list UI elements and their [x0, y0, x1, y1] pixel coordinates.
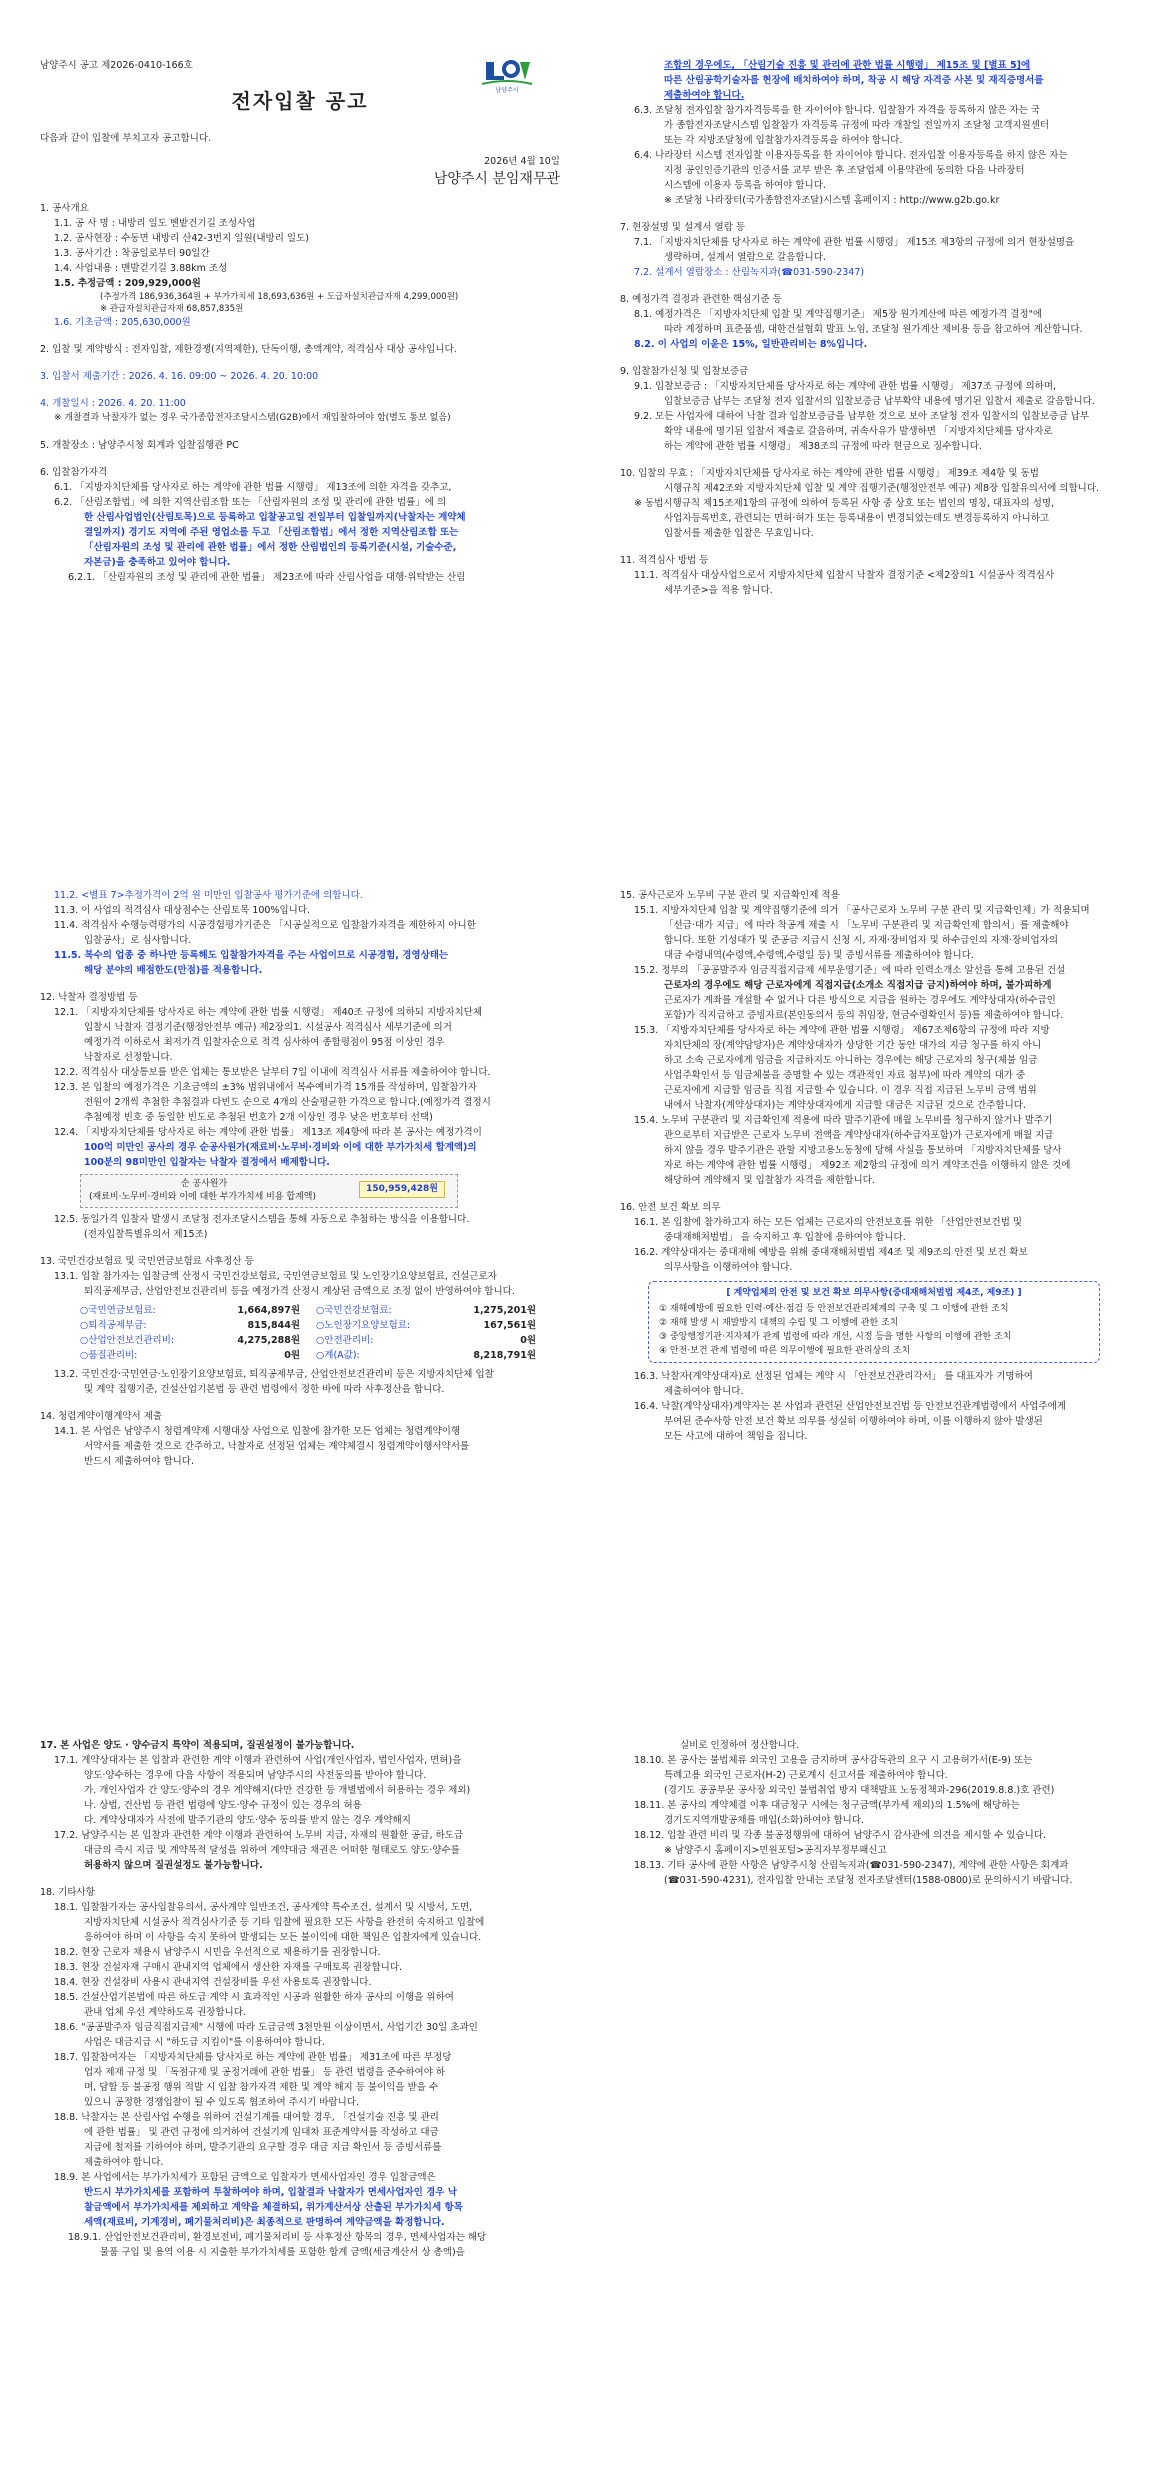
- page1-right-column: [620, 58, 1130, 598]
- list-item-cont: 반드시 제출하여야 합니다.: [84, 1456, 195, 1467]
- list-item-cont: 며, 담합 등 불공정 행위 적발 시 입찰 참가자격 제한 및 계약 해지 등 불이익을 받을 수: [84, 2082, 439, 2093]
- section-text: 2. 입찰 및 계약방식 : 전자입찰, 제한경쟁(지역제한), 단독이행, 총액계약, 적격심사 대상 공사입니다.: [40, 344, 457, 355]
- list-item: 1.4. 사업내용 : 맨발걷기길 3.88km 조성: [54, 263, 228, 274]
- list-item: 16.2. 계약상대자는 중대재해 예방을 위해 중대재해처벌법 제4조 및 제9조의 안전 및 보건 확보: [634, 1247, 1028, 1258]
- amount-note: ※ 관급자설치관급자재 68,857,835원: [100, 304, 244, 314]
- list-item-cont: 업자 제재 규정 및 「독점규제 및 공정거래에 관한 법률」 등 관련 법령을 준수하여야 하: [84, 2067, 446, 2078]
- list-item: 18.11. 본 공사의 계약체결 이후 대금청구 시에는 청구금액(부가세 제외)의 1.5%에 해당하는: [634, 1800, 1020, 1811]
- list-item: 12.3. 본 입찰의 예정가격은 기초금액의 ±3% 범위내에서 복수예비가격 15개를 작성하며, 입찰참가자: [54, 1082, 477, 1093]
- section-title: 12. 낙찰자 결정방법 등: [40, 992, 138, 1003]
- list-item-cont: 대금 수령내역(수령액,수령액,수령일 등) 및 증빙서류를 제출하여야 합니다.: [664, 950, 974, 961]
- list-item-cont: 응하여야 하며 이 사항을 숙지 못하여 발생되는 모든 불이익에 대한 책임은 입찰자에게 있습니다.: [84, 1932, 482, 1943]
- list-item: 6.4. 나라장터 시스템 전자입찰 이용자등록을 한 자이어야 합니다. 전자입찰 이용자등록을 하지 않은 자는: [634, 150, 1068, 161]
- amount-breakdown: (추정가격 186,936,364원 + 부가가치세 18,693,636원 + 도급자설치관급자재 4,299,000원): [100, 292, 459, 302]
- section-title: 13. 국민건강보험료 및 국민연금보험료 사후정산 등: [40, 1256, 254, 1267]
- list-item-cont: 관내 업체 우선 계약하도록 권장합니다.: [84, 2007, 246, 2018]
- list-item: 18.8. 낙찰자는 본 산림사업 수행을 위하여 건설기계를 대여할 경우, 「건설기술 진흥 및 관리: [54, 2112, 439, 2123]
- sub-item: 가. 개인사업자 간 양도·양수의 경우 계약해지(다만 건강한 등 개별법에서 허용하는 경우 제외): [84, 1785, 471, 1796]
- list-item-cont: 지급에 철저를 기하여야 하며, 발주기관의 요구할 경우 대금 지급 확인서 등 증빙서류를: [84, 2142, 442, 2153]
- note: ※ 개찰결과 낙찰자가 없는 경우 국가종합전자조달시스템(G2B)에서 재입찰하여야 함(별도 통보 없음): [54, 413, 451, 423]
- list-item-cont: 결일까지) 경기도 지역에 주된 영업소를 두고 「산림조합법」에서 정한 지역산림조합 또는: [84, 527, 459, 538]
- list-item: 1.3. 공사기간 : 착공일로부터 90일간: [54, 248, 210, 259]
- list-item: 18.10. 본 공사는 불법체류 외국인 고용을 금지하며 공사감독관의 요구 시 고용허가서(E-9) 또는: [634, 1755, 1033, 1766]
- note: ※ 조달청 나라장터(국가종합전자조달)시스템 홈페이지 : http://www.g2b.go.kr: [664, 195, 1000, 206]
- list-item-cont: 대금의 즉시 지급 및 계약목적 달성을 위하여 계약대금 채권은 어떠한 형태로도 양도·양수를: [84, 1845, 460, 1856]
- list-item: 18.2. 현장 근로자 채용시 남양주시 시민을 우선적으로 채용하기를 권장합니다.: [54, 1947, 381, 1958]
- list-item: 11.4. 적격심사 수행능력평가의 시공경험평가기준은 「시공실적으로 입찰참가자격을 제한하지 아니한: [54, 920, 476, 931]
- list-item: 9.2. 모든 사업자에 대하여 낙찰 결과 입찰보증금을 납부한 것으로 보아 조달청 전자 입찰서의 입찰보증금 납부: [634, 411, 1090, 422]
- list-item: 6.3. 조달청 전자입찰 참가자격등록을 한 자이어야 합니다. 입찰참가 자격을 등록하지 않은 자는 국: [634, 105, 1041, 116]
- section-title: 1. 공사개요: [40, 203, 89, 214]
- notice-date: 2026년 4월 10일: [484, 156, 560, 167]
- list-item-cont: 경기도지역개발공채를 매입(소화)하여야 합니다.: [664, 1815, 865, 1826]
- list-item-cont: (전자입찰특별유의서 제15조): [84, 1229, 208, 1240]
- list-item-cont: 사업주확인서 등 임금체불을 증명할 수 있는 객관적인 자료 첨부)에 따라 계약의 대가 중: [664, 1070, 1026, 1081]
- list-item-cont: 예정가격 이하로서 최저가격 입찰자순으로 적격 심사하여 종합평점이 95점 이상인 경우: [84, 1037, 445, 1048]
- list-item-cont: 따라 계정하며 표준품셈, 대한건설협회 발표 노임, 조달청 원가계산 제비용 등을 참고하여 계산합니다.: [664, 324, 1083, 335]
- box-label: 순 공사원가: [180, 1179, 228, 1189]
- doc-number: 남양주시 공고 제2026-0410-166호: [40, 60, 193, 71]
- opening-datetime: 4. 개찰일시 : 2026. 4. 20. 11:00: [40, 398, 186, 409]
- list-item-cont: 중대재해처벌법」 을 숙지하고 후 입찰에 응하여야 합니다.: [664, 1232, 906, 1243]
- safety-box-title: [ 계약업체의 안전 및 보건 확보 의무사항(중대재해처벌법 제4조, 제9조) ]: [726, 1288, 1022, 1298]
- list-item: 15.4. 노무비 구분관리 및 지급확인제 적용에 따라 발주기관에 매월 노무비를 청구하지 않거나 발주기: [634, 1115, 1053, 1126]
- insurance-item: ○산업안전보건관리비: 4,275,288원: [80, 1335, 300, 1346]
- list-item: 14.1. 본 사업은 남양주시 청렴계약제 시행대상 사업으로 입찰에 참가한 모든 업체는 청렴계약이행: [54, 1426, 461, 1437]
- list-item-cont: 서약서를 제출한 것으로 간주하고, 낙찰자로 선정된 업체는 계약체결시 청렴계약이행서약서를: [84, 1441, 470, 1452]
- list-item: 17.1. 계약상대자는 본 입찰과 관련한 계약 이행과 관련하여 사업(개인사업자, 법인사업자, 면허)을: [54, 1755, 462, 1766]
- sub-item: 18.9.1. 산업안전보건관리비, 환경보전비, 폐기물처리비 등 사후정산 항목의 경우, 면세사업자는 해당: [68, 2232, 487, 2243]
- safety-item: ③ 중앙행정기관·지자체가 관계 법령에 따라 개선, 시정 등을 명한 사항의 이행에 관한 조치: [659, 1332, 1012, 1342]
- section-title: 15. 공사근로자 노무비 구분 관리 및 지급확인제 적용: [620, 890, 840, 901]
- list-item-cont: 한 산림사업법인(산림토목)으로 등록하고 입찰공고일 전일부터 입찰일까지(낙찰자는 계약체: [84, 512, 466, 523]
- list-item-cont: 허용하지 않으며 질권설정도 불가능합니다.: [84, 1860, 263, 1871]
- list-item-cont: 하고 소속 근로자에게 임금을 지급하지도 아니하는 경우에는 해당 근로자의 청구(체불 임금: [664, 1055, 1038, 1066]
- list-item-cont: 해당 분야의 배점한도(만점)를 적용합니다.: [84, 965, 263, 976]
- insurance-item: ○안전관리비: 0원: [316, 1335, 536, 1346]
- safety-obligations-box: [648, 1281, 1100, 1363]
- list-item: 15.2. 정부의 「공공발주자 임금직접지급제 세부운영기준」에 따라 인력소개소 알선을 통해 고용된 건설: [634, 965, 1066, 976]
- safety-item: ④ 안전·보건 관계 법령에 따른 의무이행에 필요한 관리상의 조치: [659, 1346, 911, 1356]
- svg-text:남양주시: 남양주시: [495, 87, 519, 94]
- insurance-item: ○퇴직공제부금: 815,844원: [80, 1320, 300, 1331]
- list-item: 8.2. 이 사업의 이윤은 15%, 일반관리비는 8%입니다.: [634, 339, 868, 350]
- list-item: 13.2. 국민건강·국민연금·노인장기요양보험료, 퇴직공제부금, 산업안전보건관리비 등은 지방자치단체 입찰: [54, 1369, 494, 1380]
- list-item: 12.1. 「지방자치단체를 당사자로 하는 계약에 관한 법률 시행령」 제40조 규정에 의하되 지방자치단체: [54, 1007, 483, 1018]
- list-item-cont: 세액(재료비, 기계경비, 폐기물처리비)은 최종적으로 판명하여 계약금액을 확정합니다.: [84, 2217, 445, 2228]
- list-item: 18.7. 입찰참여자는 「지방자치단체를 당사자로 하는 계약에 관한 법률」 제31조에 따른 부정당: [54, 2052, 452, 2063]
- list-item: 11.5. 복수의 업종 중 하나만 등록해도 입찰참가자격을 주는 사업이므로 시공경험, 경영상태는: [54, 950, 449, 961]
- list-item-cont: 찰금액에서 부가가치세를 제외하고 계약을 체결하되, 위가계산서상 산출된 부가가치세 항목: [84, 2202, 463, 2213]
- section-title: 9. 입찰참가신청 및 입찰보증금: [620, 366, 749, 377]
- section-title: 8. 예정가격 결정과 관련한 핵심기준 등: [620, 294, 782, 305]
- list-item-cont: 따른 산림공학기술자를 현장에 배치하여야 하며, 착공 시 해당 자격증 사본 및 재직증명서를: [664, 75, 1044, 86]
- list-item-cont: 생략하며, 설계서 열람으로 갈음합니다.: [664, 252, 826, 263]
- list-item-cont: (☎031-590-4231), 전자입찰 안내는 조달청 전자조달센터(1588-0800)로 문의하시기 바랍니다.: [664, 1875, 1073, 1886]
- list-item-cont: 시행규칙 제42조와 지방자치단체 입찰 및 계약 집행기준(행정안전부 예규) 제8장 입찰유의서에 의합니다.: [664, 483, 1100, 494]
- list-item: 7.1. 「지방자치단체를 당사자로 하는 계약에 관한 법률 시행령」 제15조 제3항의 규정에 의거 현장설명을: [634, 237, 1075, 248]
- list-item-cont: 또는 각 지방조달청에 입찰참가자격등록을 하여야 합니다.: [664, 135, 903, 146]
- page1-left-column: [40, 58, 560, 585]
- note-cont: 입찰서를 제출한 입찰은 무효입니다.: [664, 528, 814, 539]
- page2-right-column: [620, 888, 1130, 1444]
- list-item-cont: 세부기준>을 적용 합니다.: [664, 585, 773, 596]
- list-item: 8.1. 예정가격은 「지방자치단체 입찰 및 계약집행기준」 제5장 원가계산에 따른 예정가격 결정"에: [634, 309, 1043, 320]
- issuing-org: 남양주시 분임재무관: [433, 171, 560, 187]
- list-item-cont: 제출하여야 합니다.: [84, 2157, 164, 2168]
- list-item-cont: 지정 공인인증기관의 인증서를 교부 받은 후 조달업체 이용약관에 동의한 다음 나라장터: [664, 165, 1025, 176]
- page2-left-column: [40, 888, 560, 1469]
- insurance-total: ○계(A값): 8,218,791원: [316, 1350, 536, 1361]
- list-item: 6.2. 「산림조합법」에 의한 지역산림조합 또는 「산림자원의 조성 및 관리에 관한 법률」에 의: [54, 497, 447, 508]
- list-item-cont: 시스템에 이용자 등록을 하여야 합니다.: [664, 180, 826, 191]
- list-item: 7.2. 설계서 열람장소 : 산림녹지과(☎031-590-2347): [634, 267, 865, 278]
- list-item-cont: 관으로부터 지급받은 근로자 노무비 전액을 계약상대자(하수급자포함)가 근로자에게 매월 지급: [664, 1130, 1054, 1141]
- list-item-cont: 자치단체의 장(계약담당자)은 계약상대자가 상당한 기간 동안 대가의 지급 청구를 하지 아니: [664, 1040, 1042, 1051]
- page-3: [0, 1710, 1168, 2478]
- list-item-cont: 「선급·대가 지급」에 따라 착공계 제출 시 「노무비 구분관리 및 지급확인제 합의서」를 제출해야: [664, 920, 1069, 931]
- list-item-cont: 지방자치단체 시설공사 적격심사기준 등 기타 입찰에 필요한 모든 사항을 완전히 숙지하고 입찰에: [84, 1917, 485, 1928]
- sub-item: 다. 계약상대자가 사전에 발주기관의 양도·양수 동의를 받지 않는 경우 계약해지: [84, 1815, 411, 1826]
- section-title: 17. 본 사업은 양도 · 양수금지 특약이 적용되며, 질권설정이 불가능합니다.: [40, 1740, 355, 1751]
- page3-right-column: [620, 1738, 1130, 1888]
- page3-left-column: [40, 1738, 560, 2260]
- list-item: 18.4. 현장 건설장비 사용시 관내지역 건설장비를 우선 사용토록 권장합니다.: [54, 1977, 372, 1988]
- note-cont: 사업자등록번호, 관련되는 면허·허가 또는 등록내용이 변경되었는데도 변경등록하지 아니하고: [664, 513, 1050, 524]
- list-item: 12.2. 적격심사 대상통보를 받은 업체는 통보받은 날부터 7일 이내에 적격심사 서류를 제출하여야 합니다.: [54, 1067, 491, 1078]
- list-item-cont: 확약 내용에 명기된 입찰서 제출로 갈음하며, 귀속사유가 발생하면 「지방자치단체를 당사자로: [664, 426, 1053, 437]
- safety-item: ② 재해 발생 시 재발방지 대책의 수립 및 그 이행에 관한 조치: [659, 1318, 899, 1328]
- list-item: 18.3. 현장 건설자재 구매시 관내지역 업체에서 생산한 자재를 구매토록 권장합니다.: [54, 1962, 403, 1973]
- list-item-cont: 퇴직공제부금, 산업안전보건관리비 등을 예정가격 산정시 계상된 금액으로 조정 없이 반영하여야 합니다.: [84, 1286, 515, 1297]
- list-item-cont: 사업은 대금지급 시 "하도급 지킴이"를 이용하여야 합니다.: [84, 2037, 325, 2048]
- list-item: 18.6. "공공발주자 임금직접지급제" 시행에 따라 도급금액 3천만원 이상이면서, 사업기간 30일 초과인: [54, 2022, 478, 2033]
- list-item: 1.2. 공사현장 : 수동면 내방리 산42-3번지 일원(내방리 일도): [54, 233, 309, 244]
- base-amount: 1.6. 기초금액 : 205,630,000원: [54, 317, 191, 328]
- list-item: 9.1. 입찰보증금 : 「지방자치단체를 당사자로 하는 계약에 관한 법률 시행령」 제37조 규정에 의하며,: [634, 381, 1057, 392]
- section-text: 5. 개찰장소 : 남양주시청 회계과 입찰집행관 PC: [40, 440, 239, 451]
- sub-item: 나. 상법, 건산법 등 관련 법령에 양도·양수 규정이 있는 경우의 허용: [84, 1800, 362, 1811]
- list-item: 1.1. 공 사 명 : 내방리 일도 벤밭건기길 조성사업: [54, 218, 256, 229]
- list-item-cont: 의무사항을 이행하여야 합니다.: [664, 1262, 793, 1273]
- list-item-cont: 조합의 경우에도, 「산림기술 진흥 및 관리에 관한 법률 시행령」 제15조 및 [별표 5]에: [664, 60, 1031, 71]
- estimated-amount: 1.5. 추정금액 : 209,929,000원: [54, 278, 201, 289]
- list-item-cont: 100분의 98미만인 입찰자는 낙찰자 결정에서 배제합니다.: [84, 1157, 330, 1168]
- list-item-cont: 100억 미만인 공사의 경우 순공사원가(재료비·노무비·경비와 이에 대한 부가가치세 합계액)의: [84, 1142, 477, 1153]
- net-cost-box: [80, 1174, 458, 1208]
- submission-period: 3. 입찰서 제출기간 : 2026. 4. 16. 09:00 ~ 2026. 4. 20. 10:00: [40, 371, 319, 382]
- list-item-cont: 내에서 낙찰자(계약상대자)는 계약상대자에게 지급할 대금은 지급된 것으로 간주합니다.: [664, 1100, 1026, 1111]
- list-item: 16.4. 낙찰(계약상대자)계약자는 본 사업과 관련된 산업안전보건법 등 안전보건관계법령에서 사업주에게: [634, 1401, 1067, 1412]
- list-item: 16.1. 본 입찰에 참가하고자 하는 모든 업체는 근로자의 안전보호를 위한 「산업안전보건법 및: [634, 1217, 1023, 1228]
- insurance-table: [80, 1303, 560, 1363]
- intro: 다음과 같이 입찰에 부치고자 공고합니다.: [40, 133, 212, 144]
- list-item-cont: 하지 않을 경우 발주기관은 관할 지방고용노동청에 당해 사실을 통보하며 「지방자치단체를 당사: [664, 1145, 1062, 1156]
- list-item-cont: 전원이 2개씩 추첨한 추첨결과 다빈도 순으로 4개의 산술평균한 가격으로 합니다.(예정가격 결정시: [84, 1097, 491, 1108]
- list-item: 18.9. 본 사업에서는 부가가치세가 포함된 금액으로 입찰자가 면세사업자인 경우 입찰금액은: [54, 2172, 436, 2183]
- section-title: 16. 안전 보건 확보 의무: [620, 1202, 721, 1213]
- list-item-cont: 낙찰자로 선정합니다.: [84, 1052, 173, 1063]
- list-item-cont: 해당하여 계약해지 및 입찰참가 자격을 제한합니다.: [664, 1175, 875, 1186]
- list-item-cont: 부여된 준수사항 안전 보건 확보 의무를 성실히 이행하여야 하며, 이를 이행하지 않아 발생된: [664, 1416, 1043, 1427]
- list-item: 6.1. 「지방자치단체를 당사자로 하는 계약에 관한 법률 시행령」 제13조에 의한 자격을 갖추고,: [54, 482, 452, 493]
- list-item-cont: 양도·양수하는 경우에 다음 사항이 적용되며 남양주시의 사전동의를 받아야 합니다.: [84, 1770, 427, 1781]
- note: ※ 동법시행규칙 제15조제1항의 규정에 의하여 등록된 사항 중 상호 또는 법인의 명칭, 대표자의 성명,: [634, 498, 1055, 509]
- list-item: 17.2. 남양주시는 본 입찰과 관련한 계약 이행과 관련하여 노무비 지급, 자재의 원활한 공급, 하도급: [54, 1830, 464, 1841]
- insurance-item: ○품질관리비: 0원: [80, 1350, 300, 1361]
- list-item-cont: (경기도 공공부문 공사장 외국인 불법취업 방지 대책발표 노동정책과-296(2019.8.8.)호 관련): [664, 1785, 1055, 1796]
- list-item-cont: 「산림자원의 조성 및 관리에 관한 법률」에서 정한 산림법인의 등록기준(시설, 기술수준,: [84, 542, 457, 553]
- section-title: 6. 입찰참가자격: [40, 467, 108, 478]
- list-item-cont: 특례고용 외국인 근로자(H-2) 근로계시 신고서를 제출하여야 합니다.: [664, 1770, 948, 1781]
- sub-item-cont: 물품 구입 및 용역 이용 시 지출한 부가가치세를 포함한 합계 금액(세금계산서 상 총액)을: [100, 2247, 465, 2258]
- list-item: 18.5. 건설산업기본법에 따른 하도급 계약 시 효과적인 시공과 원활한 하자 공사의 이행을 위하여: [54, 1992, 454, 2003]
- sub-item-cont: 실비로 인정하여 정산합니다.: [680, 1740, 800, 1751]
- list-item-cont: 제출하여야 합니다.: [664, 90, 745, 101]
- list-item-cont: 반드시 부가가치세를 포함하여 투찰하여야 하며, 입찰결과 낙찰자가 면세사업자인 경우 낙: [84, 2187, 457, 2198]
- list-item-cont: 추첨예정 빈호 중 동일한 빈도로 추첨된 번호가 2개 이상인 경우 낮은 번호부터 선택): [84, 1112, 433, 1123]
- list-item-cont: 근로자에게 지급할 임금을 직접 지급할 수 있습니다. 이 경우 직접 지급된 노무비 금액 범위: [664, 1085, 1037, 1096]
- list-item-cont: 모든 사고에 대하여 책임을 집니다.: [664, 1431, 808, 1442]
- insurance-item: ○노인장기요양보험료: 167,561원: [316, 1320, 536, 1331]
- section-text: 10. 입찰의 무효 : 「지방자치단체를 당사자로 하는 계약에 관한 법률 시행령」 제39조 제4항 및 동법: [620, 468, 1039, 479]
- list-item: 18.12. 입찰 관련 비리 및 각종 불공정행위에 대하여 남양주시 감사관에 의견을 제시할 수 있습니다.: [634, 1830, 1047, 1841]
- list-item-cont: 있으니 공정한 경쟁입찰이 될 수 있도록 협조하여 주시기 바랍니다.: [84, 2097, 359, 2108]
- list-item-cont: 입찰시 낙찰자 결정기준(행정안전부 예규) 제2장의1. 시설공사 적격심사 세부기준에 의거: [84, 1022, 452, 1033]
- list-item-cont: 에 관한 법률」 및 관련 규정에 의거하여 건설기계 임대차 표준계약서를 작성하고 대금: [84, 2127, 439, 2138]
- list-item-cont: 가 종합전자조달시스템 입찰참가 자격등록 규정에 따라 개찰일 전일까지 조달청 고객지원센터: [664, 120, 1050, 131]
- section-title: 18. 기타사항: [40, 1887, 95, 1898]
- list-item: 16.3. 낙찰자(계약상대자)로 선정된 업체는 계약 시 「안전보건관리각서」 를 대표자가 기명하여: [634, 1371, 1033, 1382]
- list-item: 13.1. 입찰 참가자는 입찰금액 산정시 국민건강보험료, 국민연금보험료 및 노인장기요양보험료, 건설근로자: [54, 1271, 497, 1282]
- section-title: 7. 현장설명 및 설계서 열람 등: [620, 222, 746, 233]
- list-item-cont: 입찰공사」로 심사합니다.: [84, 935, 192, 946]
- list-item: 6.2.1. 「산림자원의 조성 및 관리에 관한 법률」 제23조에 따라 산림사업을 대행·위탁받는 산림: [68, 572, 466, 583]
- note: ※ 남양주시 홈페이지>민원포털>공직자부정부패신고: [664, 1845, 887, 1856]
- list-item-cont: 및 계약 집행기준, 건설산업기본법 등 관련 법령에서 정한 바에 따라 사후정산을 합니다.: [84, 1384, 445, 1395]
- list-item-cont: 근로자가 계좌를 개설할 수 없거나 다른 방식으로 지급을 원하는 경우에도 계약상대자(하수급인: [664, 995, 1056, 1006]
- list-item: 12.4. 「지방자치단체를 당사자로 하는 계약에 관한 법률」 제13조 제4항에 따라 본 공사는 예정가격이: [54, 1127, 482, 1138]
- list-item: 18.1. 입찰참가자는 공사입찰유의서, 공사계약 일반조건, 공사계약 특수조건, 설계서 및 시방서, 도면,: [54, 1902, 473, 1913]
- section-title: 11. 적격심사 방법 등: [620, 555, 709, 566]
- box-sublabel: (재료비·노무비·경비와 이에 대한 부가가치세 비용 합계액): [89, 1192, 317, 1202]
- insurance-item: ○국민건강보험료: 1,275,201원: [316, 1305, 536, 1316]
- list-item: 11.3. 이 사업의 적격심사 대상점수는 산림토목 100%입니다.: [54, 905, 311, 916]
- list-item: 18.13. 기타 공사에 관한 사항은 남양주시청 산림녹지과(☎031-590-2347), 계약에 관한 사항은 회계과: [634, 1860, 1069, 1871]
- section-title: 14. 청렴계약이행계약서 제출: [40, 1411, 163, 1422]
- list-item: 11.2. <별표 7>추정가격이 2억 원 미만인 입찰공사 평가기준에 의합니다.: [54, 890, 363, 901]
- safety-item: ① 재해예방에 필요한 인력·예산·점검 등 안전보건관리체계의 구축 및 그 이행에 관한 조치: [659, 1304, 1009, 1314]
- page-title: 전자입찰 공고: [231, 89, 369, 113]
- list-item-cont: 포함)가 직지급하고 증빙자료(본인동의서 등의 취임장, 현금수령확인서 등)를 제출하여야 합니다.: [664, 1010, 1064, 1021]
- list-item: 11.1. 적격심사 대상사업으로서 지방자치단체 입찰시 낙찰자 결정기준 <제2장의1 시설공사 적격심사: [634, 570, 1055, 581]
- list-item-cont: 근로자의 경우에도 해당 근로자에게 직접지급(소개소 직접지급 금지)하여야 하며, 불가피하게: [664, 980, 1052, 991]
- list-item: 12.5. 동일가격 입찰자 발생시 조달청 전자조달시스템을 통해 자동으로 추첨하는 방식을 이용합니다.: [54, 1214, 470, 1225]
- list-item: 15.3. 「지방자치단체를 당사자로 하는 계약에 관한 법률 시행령」 제67조제6항의 규정에 따라 지방: [634, 1025, 1050, 1036]
- list-item-cont: 자로 하는 계약에 관한 법률 시행령」 제92조 제2항의 규정에 의거 계약조건을 이행하지 않은 것에: [664, 1160, 1071, 1171]
- page-1: [0, 0, 1168, 840]
- list-item-cont: 자본금)을 충족하고 있어야 합니다.: [84, 557, 231, 568]
- page-2: [0, 870, 1168, 1700]
- net-cost-amount: 150,959,428원: [359, 1181, 445, 1198]
- list-item: 15.1. 지방자치단체 입찰 및 계약집행기준에 의거 「공사근로자 노무비 구분 관리 및 지급확인제」가 적용되며: [634, 905, 1090, 916]
- list-item-cont: 제출하여야 합니다.: [664, 1386, 744, 1397]
- list-item-cont: 합니다. 또한 기성대가 및 준공금 지급시 신청 시, 자재·장비업자 및 하수급인의 자재·장비업자의: [664, 935, 1059, 946]
- insurance-item: ○국민연금보험료: 1,664,897원: [80, 1305, 300, 1316]
- list-item-cont: 입찰보증금 납부는 조달청 전자 입찰서의 입찰보증금 납부확약 내용에 명기된 입찰서 제출로 갈음합니다.: [664, 396, 1095, 407]
- list-item-cont: 하는 계약에 관한 법률 시행령」 제38조의 규정에 따라 현금으로 징수합니다.: [664, 441, 982, 452]
